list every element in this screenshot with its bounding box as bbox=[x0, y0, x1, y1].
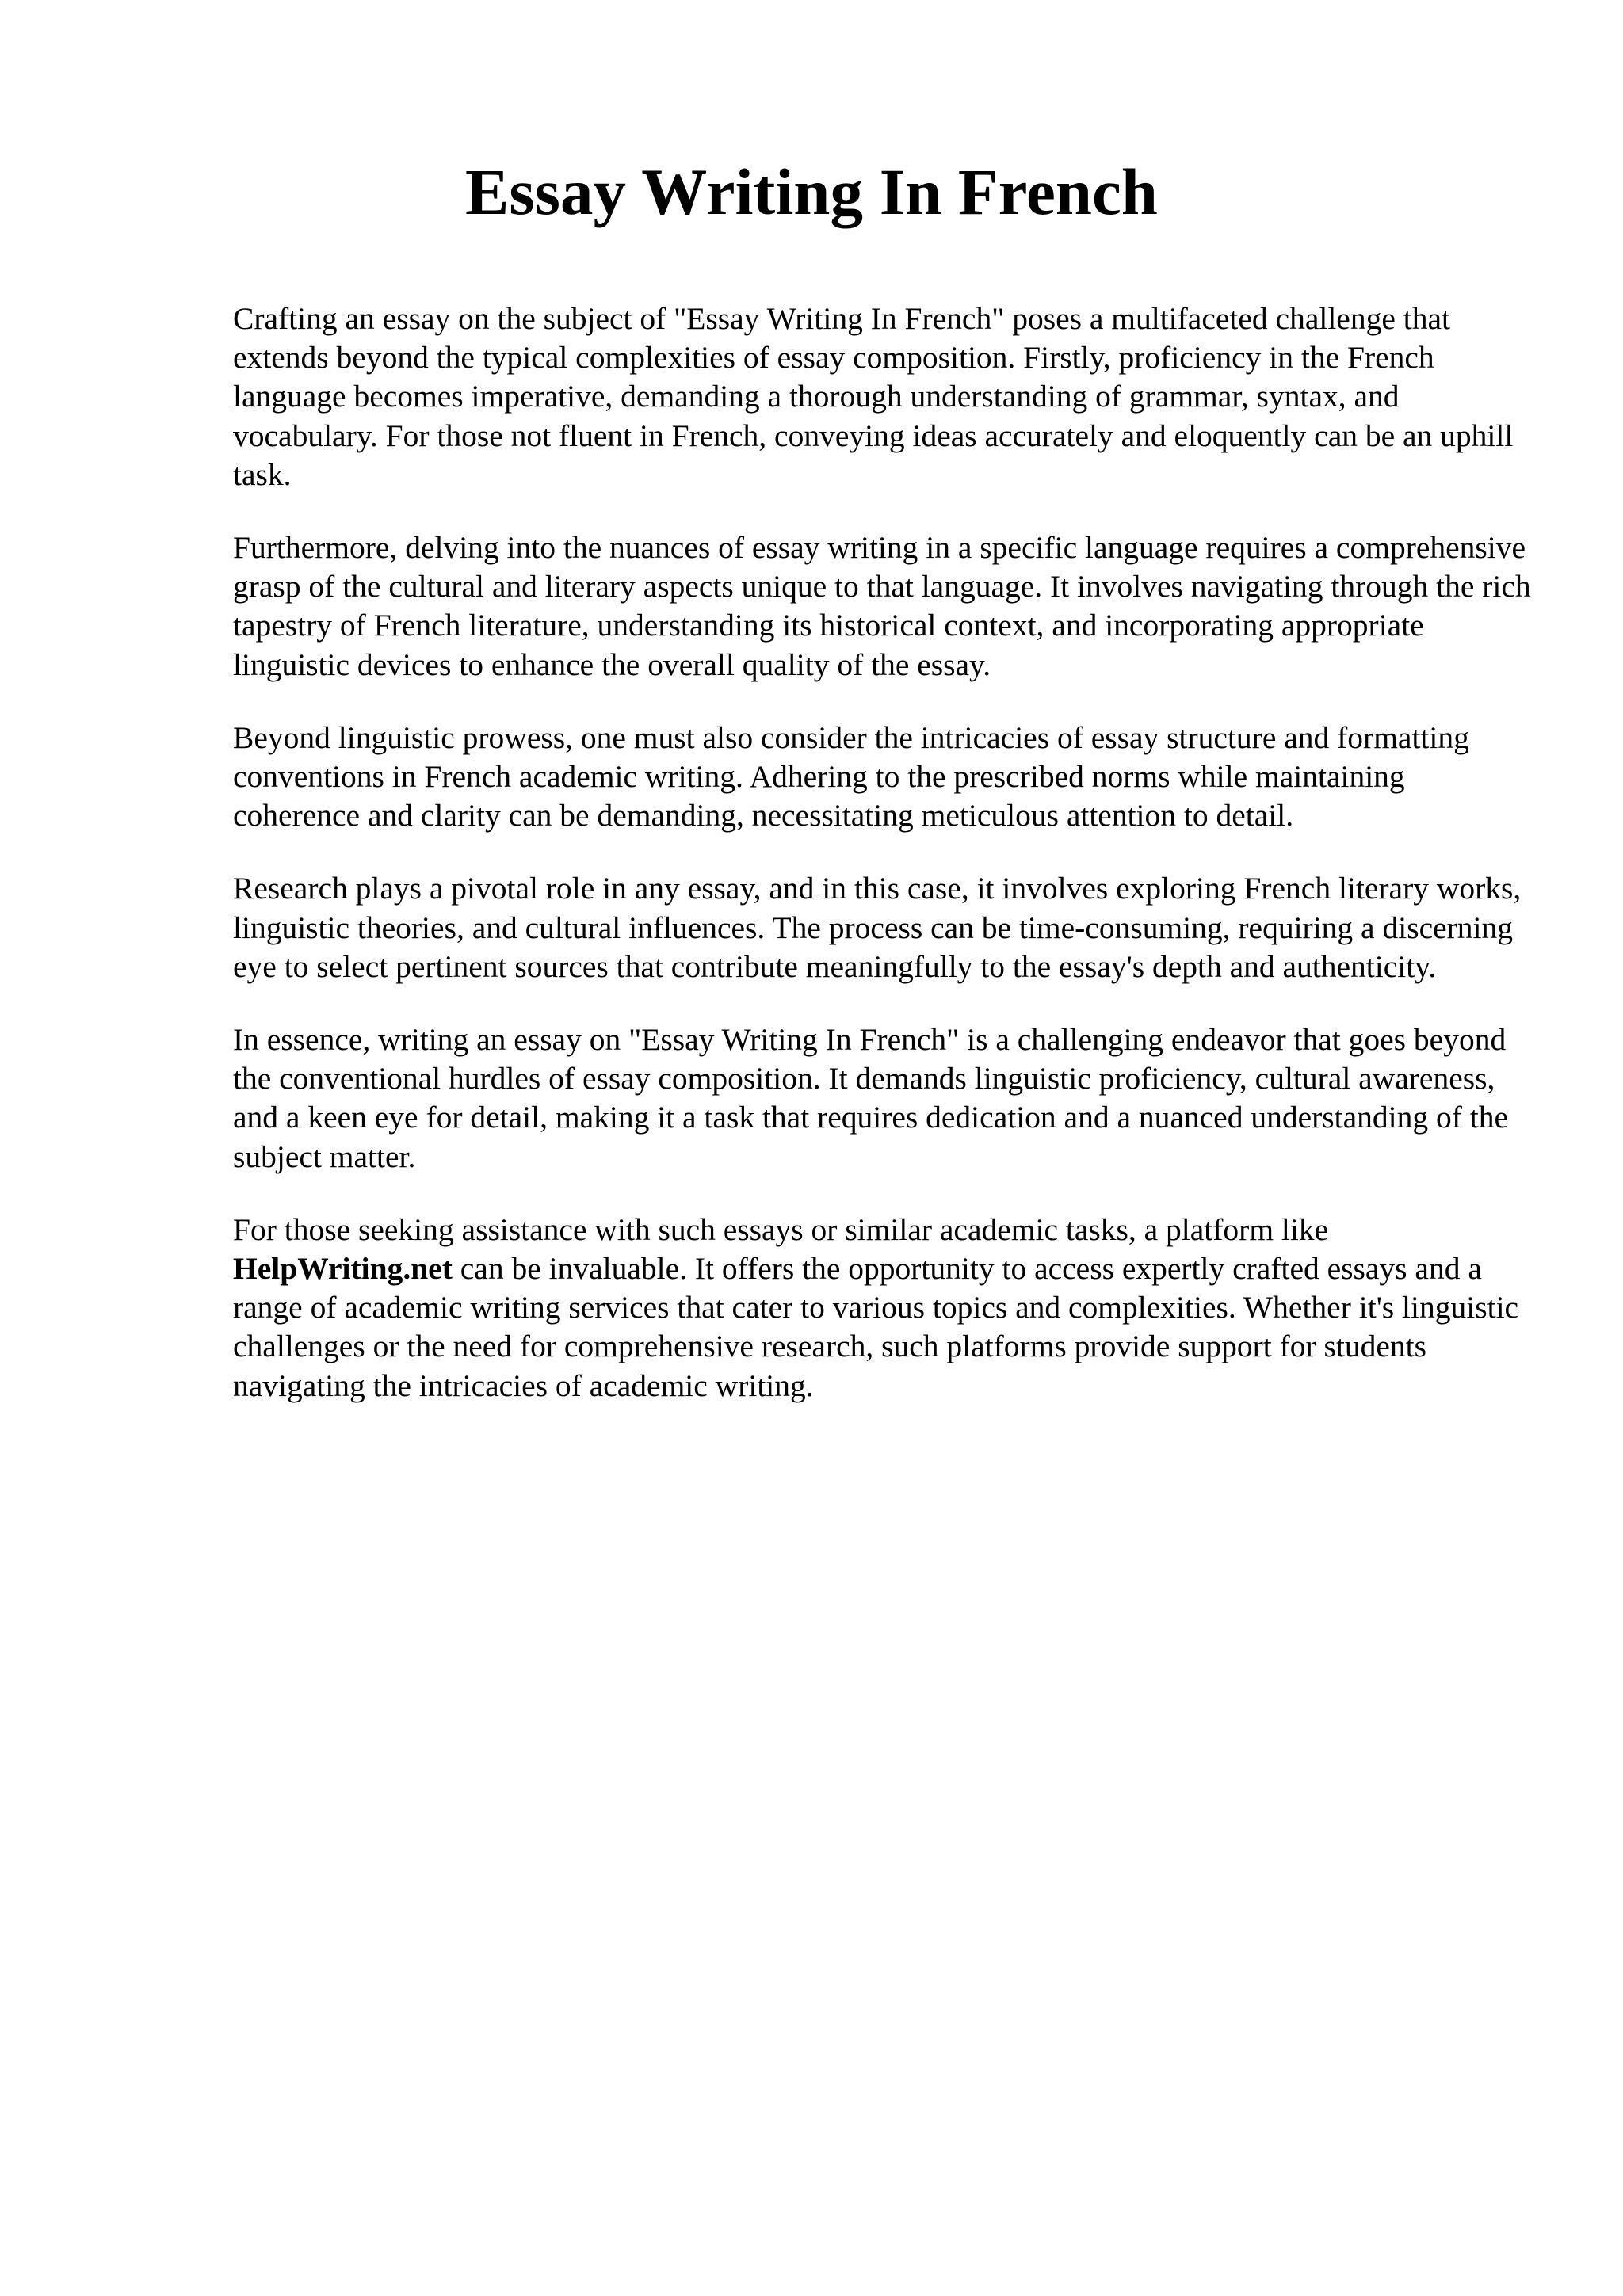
paragraph-5: In essence, writing an essay on "Essay Writing In French" is a challenging endeavor that goes beyond the conventional hurdles of essay composition. It demands linguistic proficiency, cultural awareness, and a keen eye for detail, making it a task that requires dedication and a nuanced understanding of the subject matter. bbox=[233, 1022, 1509, 1174]
paragraph-2: Furthermore, delving into the nuances of essay writing in a specific language requires a comprehensive grasp of the cultural and literary aspects unique to that language. It involves navigating through the rich tapestry of French literature, understanding its historical context, and incorporating appropriate linguistic devices to enhance the overall quality of the essay. bbox=[233, 530, 1531, 682]
paragraph-4: Research plays a pivotal role in any essay, and in this case, it involves exploring French literary works, linguistic theories, and cultural influences. The process can be time-consuming, requiring a discerning eye to select pertinent sources that contribute meaningfully to the essay's depth and authenticity. bbox=[233, 871, 1522, 984]
paragraph-3: Beyond linguistic prowess, one must also consider the intricacies of essay structure and formatting conventions in French academic writing. Adhering to the prescribed norms while maintaining coherence and clarity can be demanding, necessitating meticulous attention to detail. bbox=[233, 719, 1469, 833]
closing-text-after: can be invaluable. It offers the opportunity to access expertly crafted essays and a range of academic writing services that cater to various topics and complexities. Whether it's linguistic challenges or the need for comprehensive research, such platforms provide support for students navigating the intricacies of academic writing. bbox=[233, 1251, 1519, 1403]
closing-paragraph bbox=[233, 1211, 1533, 1405]
paragraph-1: Crafting an essay on the subject of "Essay Writing In French" poses a multifaceted challenge that extends beyond the typical complexities of essay composition. Firstly, proficiency in the French language becomes imperative, demanding a thorough understanding of grammar, syntax, and vocabulary. For those not fluent in French, conveying ideas accurately and eloquently can be an uphill task. bbox=[233, 301, 1514, 492]
closing-text-before: For those seeking assistance with such essays or similar academic tasks, a platform like bbox=[233, 1211, 1329, 1247]
document-body bbox=[233, 299, 1533, 1440]
brand-name: HelpWriting.net bbox=[233, 1251, 453, 1287]
page-title: Essay Writing In French bbox=[465, 155, 1158, 228]
